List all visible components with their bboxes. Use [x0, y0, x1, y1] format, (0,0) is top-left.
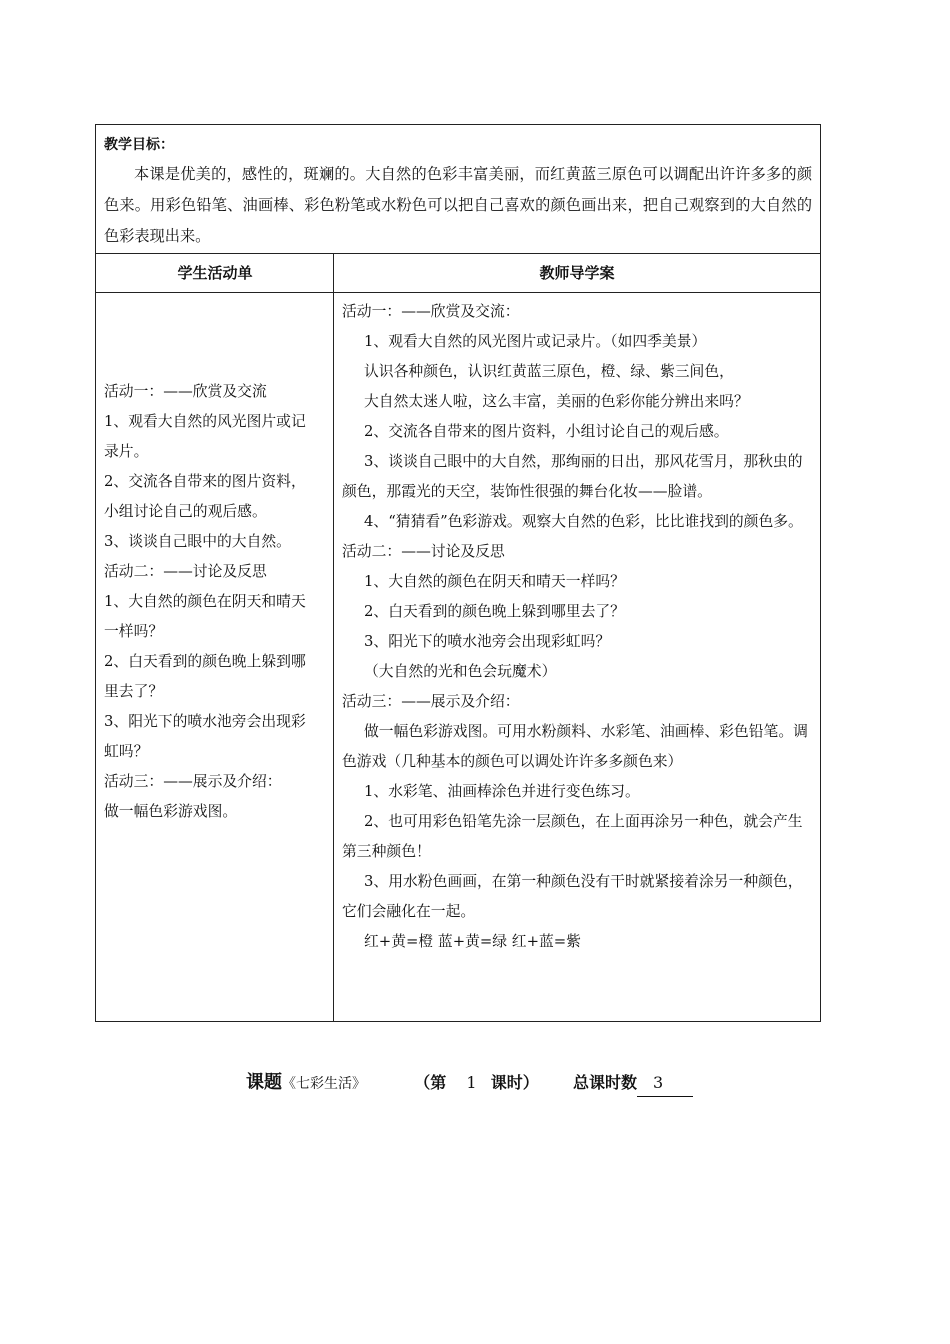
teacher-guide-paragraph: 认识各种颜色，认识红黄蓝三原色，橙、绿、紫三间色，: [364, 363, 734, 380]
teacher-guide-paragraph: 3、阳光下的喷水池旁会出现彩虹吗？: [364, 633, 611, 650]
teacher-guide-paragraph: 1、观看大自然的风光图片或记录片。（如四季美景）: [364, 333, 707, 350]
teacher-guide-paragraph: 红+黄=橙 蓝+黄=绿 红+蓝=紫: [364, 933, 581, 950]
student-activity-line: 做一幅色彩游戏图。: [104, 803, 238, 820]
teacher-guide-paragraph: 4、“猜猜看”色彩游戏。观察大自然的色彩，比比谁找到的颜色多。: [364, 513, 803, 530]
student-activity-header: 学生活动单: [96, 254, 334, 293]
student-activity-line: 2、白天看到的颜色晚上躲到哪: [104, 653, 306, 670]
lesson-footer: [246, 1070, 693, 1097]
student-activity-line: 活动一：——欣赏及交流: [104, 383, 267, 400]
total-periods-value: 3: [637, 1070, 693, 1097]
student-activity-line: 3、阳光下的喷水池旁会出现彩: [104, 713, 306, 730]
lesson-label: 课题: [246, 1072, 282, 1093]
student-activity-line: 小组讨论自己的观后感。: [104, 503, 267, 520]
teaching-goals-cell: [96, 125, 820, 254]
teacher-guide-paragraph: 2、白天看到的颜色晚上躲到哪里去了？: [364, 603, 625, 620]
student-activity-line: 3、谈谈自己眼中的大自然。: [104, 533, 291, 550]
student-activity-line: 活动三：——展示及介绍：: [104, 773, 282, 790]
student-activity-column: [104, 377, 330, 827]
teacher-guide-header: 教师导学案: [334, 254, 820, 293]
student-activity-line: 活动二：——讨论及反思: [104, 563, 267, 580]
teacher-guide-paragraph: 大自然太迷人啦，这么丰富，美丽的色彩你能分辨出来吗？: [364, 393, 749, 410]
teacher-guide-paragraph: 2、也可用彩色铅笔先涂一层颜色，在上面再涂另一种色，就会产生第三种颜色！: [342, 813, 803, 860]
student-activity-line: 录片。: [104, 443, 149, 460]
period-number: 1: [466, 1073, 477, 1092]
teacher-guide-column: [342, 297, 816, 957]
teacher-guide-paragraph: 3、用水粉色画画，在第一种颜色没有干时就紧接着涂另一种颜色，它们会融化在一起。: [342, 873, 803, 920]
period-open: （第: [414, 1073, 447, 1092]
teacher-guide-paragraph: 1、大自然的颜色在阴天和晴天一样吗？: [364, 573, 625, 590]
column-divider: [333, 254, 334, 1021]
teacher-guide-paragraph: （大自然的光和色会玩魔术）: [364, 663, 557, 680]
lesson-plan-table: [95, 124, 821, 1022]
total-periods-label: 总课时数: [572, 1073, 637, 1092]
student-activity-line: 1、观看大自然的风光图片或记: [104, 413, 306, 430]
teacher-guide-paragraph: 活动三：——展示及介绍：: [342, 693, 520, 710]
lesson-name: 《七彩生活》: [282, 1076, 366, 1092]
teacher-guide-paragraph: 活动二：——讨论及反思: [342, 543, 505, 560]
student-activity-line: 1、大自然的颜色在阴天和晴天: [104, 593, 306, 610]
teacher-guide-paragraph: 3、谈谈自己眼中的大自然，那绚丽的日出，那风花雪月，那秋虫的颜色，那霞光的天空，装饰性很强的舞台化妆——脸谱。: [342, 453, 803, 500]
teacher-guide-paragraph: 2、交流各自带来的图片资料，小组讨论自己的观后感。: [364, 423, 729, 440]
teacher-guide-paragraph: 做一幅色彩游戏图。可用水粉颜料、水彩笔、油画棒、彩色铅笔。调色游戏（几种基本的颜色可以调处许许多多颜色来）: [342, 723, 808, 770]
teaching-goals-title: 教学目标：: [104, 137, 174, 153]
student-activity-line: 一样吗？: [104, 623, 164, 640]
teacher-guide-paragraph: 1、水彩笔、油画棒涂色并进行变色练习。: [364, 783, 640, 800]
student-activity-line: 虹吗？: [104, 743, 149, 760]
teacher-guide-paragraph: 活动一：——欣赏及交流：: [342, 303, 520, 320]
student-activity-line: 2、交流各自带来的图片资料，: [104, 473, 306, 490]
teaching-goals-body: 本课是优美的，感性的，斑斓的。大自然的色彩丰富美丽，而红黄蓝三原色可以调配出许许多多的颜色来。用彩色铅笔、油画棒、彩色粉笔或水粉色可以把自己喜欢的颜色画出来，把自己观察到的大自然的色彩表现出来。: [104, 165, 812, 245]
student-activity-line: 里去了？: [104, 683, 164, 700]
period-close: 课时）: [490, 1073, 539, 1092]
